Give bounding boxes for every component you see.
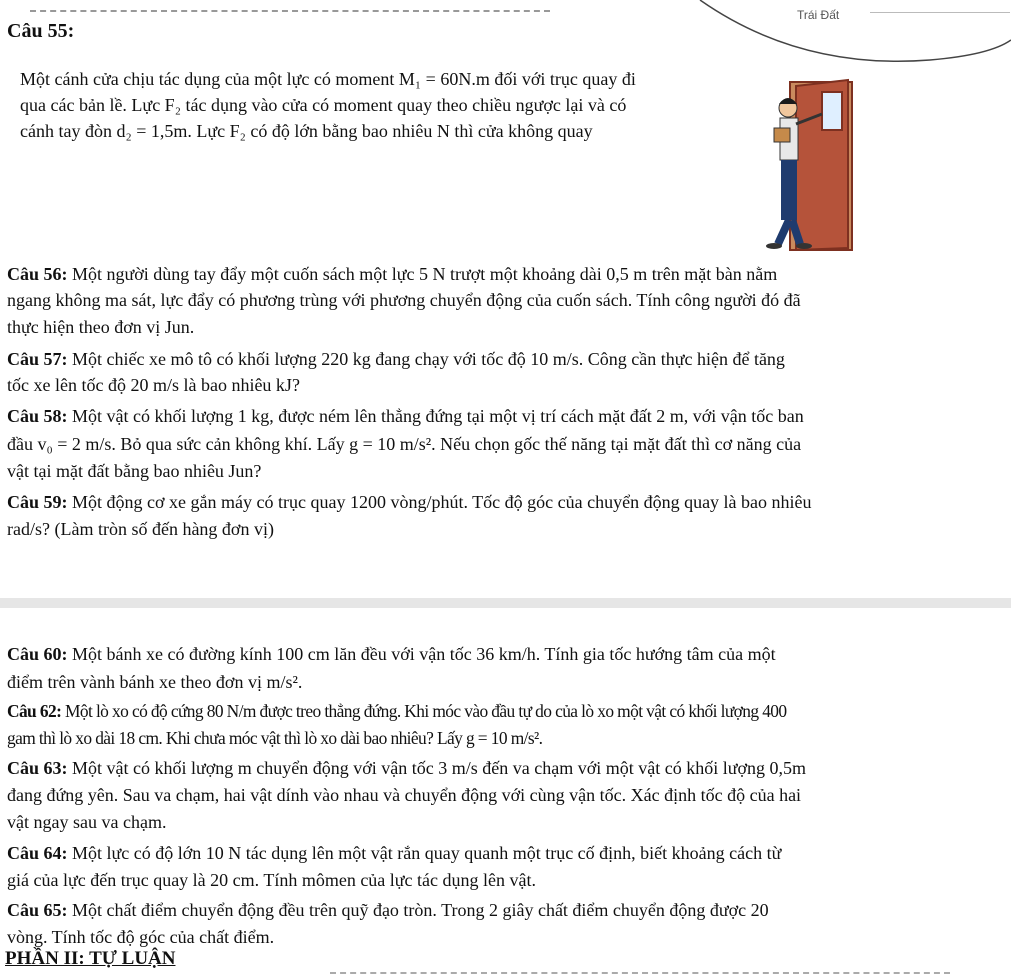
q63-line-2: đang đứng yên. Sau va chạm, hai vật dính vào nhau và chuyển động với cùng vận tốc. Xác định tốc độ của hai [7, 785, 802, 805]
q64-label: Câu 64: [7, 843, 68, 863]
q63-label: Câu 63: [7, 758, 68, 778]
q58-text-1: Một vật có khối lượng 1 kg, được ném lên thẳng đứng tại một vị trí cách mặt đất 2 m, với vận tốc ban [67, 406, 804, 426]
q59-line-2: rad/s? (Làm tròn số đến hàng đơn vị) [7, 519, 274, 539]
q55-line-3: cánh tay đòn d₂ = 1,5m. Lực F₂ có độ lớn bằng bao nhiêu N thì cửa không quay [20, 121, 593, 141]
q60-line-2: điểm trên vành bánh xe theo đơn vị m/s². [7, 672, 303, 692]
q56-line-2: ngang không ma sát, lực đẩy có phương trùng với phương chuyển động của cuốn sách. Tính công người đó đã [7, 290, 801, 310]
q58-line-2: đầu v₀ = 2 m/s. Bỏ qua sức cản không khí. Lấy g = 10 m/s². Nếu chọn gốc thế năng tại mặt đất thì cơ năng của [7, 434, 802, 454]
q58-line-3: vật tại mặt đất bằng bao nhiêu Jun? [7, 461, 262, 481]
q58-label: Câu 58: [7, 406, 68, 426]
q58-line-1 [7, 403, 804, 429]
section-title: PHẦN II: TỰ LUẬN [5, 948, 176, 969]
q57-line-1 [7, 346, 785, 372]
earth-arc [690, 0, 1011, 80]
q57-line-2: tốc xe lên tốc độ 20 m/s là bao nhiêu kJ? [7, 375, 300, 395]
bottom-dashed-line [330, 972, 950, 974]
q63-text-1: Một vật có khối lượng m chuyển động với vận tốc 3 m/s đến va chạm với một vật có khối lượng 0,5m [67, 758, 806, 778]
page-separator [0, 598, 1011, 608]
q65-line-2: vòng. Tính tốc độ góc của chất điểm. [7, 927, 275, 947]
q63-line-3: vật ngay sau va chạm. [7, 812, 167, 832]
earth-label: Trái Đất [797, 8, 840, 22]
q60-line-1 [7, 641, 776, 667]
q64-line-2: giá của lực đến trục quay là 20 cm. Tính mômen của lực tác dụng lên vật. [7, 870, 537, 890]
q59-text-1: Một động cơ xe gắn máy có trục quay 1200 vòng/phút. Tốc độ góc của chuyển động quay là bao nhiêu [67, 492, 812, 512]
q60-label: Câu 60: [7, 644, 68, 664]
q56-line-3: thực hiện theo đơn vị Jun. [7, 317, 195, 337]
q64-text-1: Một lực có độ lớn 10 N tác dụng lên một vật rắn quay quanh một trục cố định, biết khoảng cách từ [67, 843, 782, 863]
q60-text-1: Một bánh xe có đường kính 100 cm lăn đều với vận tốc 36 km/h. Tính gia tốc hướng tâm của một [67, 644, 776, 664]
q65-text-1: Một chất điểm chuyển động đều trên quỹ đạo tròn. Trong 2 giây chất điểm chuyển động được 20 [67, 900, 769, 920]
q65-line-1 [7, 897, 769, 923]
q64-line-1 [7, 840, 781, 866]
door-illustration [760, 78, 860, 253]
top-dashed-line [30, 10, 550, 14]
q55-line-1: Một cánh cửa chịu tác dụng của một lực có moment M₁ = 60N.m đối với trục quay đi [20, 69, 636, 89]
q57-label: Câu 57: [7, 349, 68, 369]
q59-line-1 [7, 489, 812, 515]
q56-text-1: Một người dùng tay đẩy một cuốn sách một lực 5 N trượt một khoảng dài 0,5 m trên mặt bàn nằm [67, 264, 778, 284]
q62-line-2: gam thì lò xo dài 18 cm. Khi chưa móc vật thì lò xo dài bao nhiêu? Lấy g = 10 m/s². [7, 728, 543, 748]
q62-line-1 [7, 698, 786, 724]
q63-line-1 [7, 755, 806, 781]
q57-text-1: Một chiếc xe mô tô có khối lượng 220 kg đang chạy với tốc độ 10 m/s. Công cần thực hiện để tăng [67, 349, 785, 369]
q55-line-2: qua các bản lề. Lực F₂ tác dụng vào cửa có moment quay theo chiều ngược lại và có [20, 95, 627, 115]
q62-label: Câu 62: [7, 701, 62, 721]
q56-line-1 [7, 261, 777, 287]
q55-title: Câu 55: [7, 20, 75, 42]
q59-label: Câu 59: [7, 492, 68, 512]
q65-label: Câu 65: [7, 900, 68, 920]
q62-text-1: Một lò xo có độ cứng 80 N/m được treo thẳng đứng. Khi móc vào đầu tự do của lò xo một vật có khối lượng 400 [61, 701, 787, 721]
q56-label: Câu 56: [7, 264, 68, 284]
